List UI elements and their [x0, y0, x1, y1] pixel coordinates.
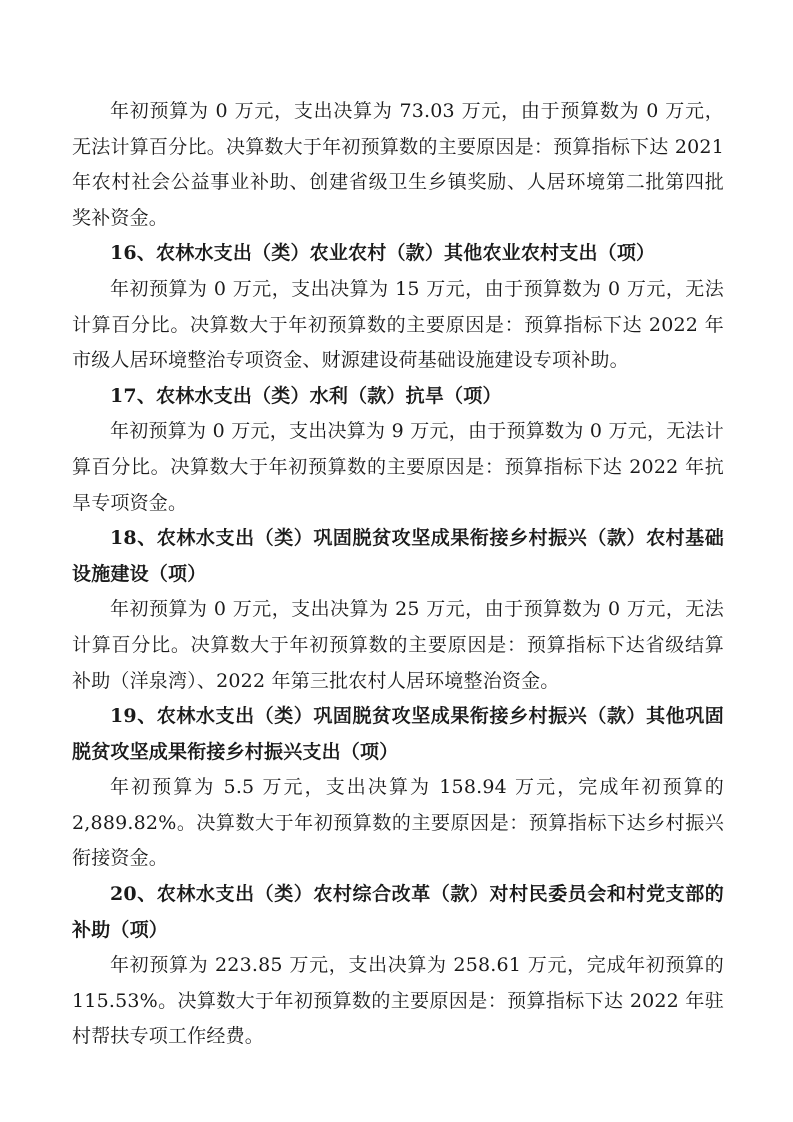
section-19-body: 年初预算为 5.5 万元，支出决算为 158.94 万元，完成年初预算的 2,889.82%。决算数大于年初预算数的主要原因是：预算指标下达乡村振兴衔接资金。 [72, 776, 724, 870]
section-17-body: 年初预算为 0 万元，支出决算为 9 万元，由于预算数为 0 万元，无法计算百分比。决算数大于年初预算数的主要原因是：预算指标下达 2022 年抗旱专项资金。 [72, 420, 724, 514]
document-page [72, 94, 724, 1055]
section-16-body: 年初预算为 0 万元，支出决算为 15 万元，由于预算数为 0 万元，无法计算百分比。决算数大于年初预算数的主要原因是：预算指标下达 2022 年市级人居环境整治专项资金、财源建设荷基础设施建设专项补助。 [72, 277, 724, 372]
section-18-body: 年初预算为 0 万元，支出决算为 25 万元，由于预算数为 0 万元，无法计算百分比。决算数大于年初预算数的主要原因是：预算指标下达省级结算补助（洋泉湾）、2022 年第三批农村人居环境整治资金。 [72, 598, 724, 692]
section-20-heading: 20、农林水支出（类）农村综合改革（款）对村民委员会和村党支部的补助（项） [72, 883, 724, 941]
section-17-heading: 17、农林水支出（类）水利（款）抗旱（项） [110, 384, 502, 407]
section-19-heading: 19、农林水支出（类）巩固脱贫攻坚成果衔接乡村振兴（款）其他巩固脱贫攻坚成果衔接乡村振兴支出（项） [72, 705, 724, 763]
section-15-body: 年初预算为 0 万元，支出决算为 73.03 万元，由于预算数为 0 万元，无法计算百分比。决算数大于年初预算数的主要原因是：预算指标下达 2021 年农村社会公益事业补助、创建省级卫生乡镇奖励、人居环境第二批第四批奖补资金。 [72, 100, 724, 229]
section-18-heading: 18、农林水支出（类）巩固脱贫攻坚成果衔接乡村振兴（款）农村基础设施建设（项） [72, 527, 724, 585]
section-16-heading: 16、农林水支出（类）农业农村（款）其他农业农村支出（项） [110, 242, 656, 265]
section-20-body: 年初预算为 223.85 万元，支出决算为 258.61 万元，完成年初预算的 115.53%。决算数大于年初预算数的主要原因是：预算指标下达 2022 年驻村帮扶专项工作经费。 [72, 954, 724, 1048]
